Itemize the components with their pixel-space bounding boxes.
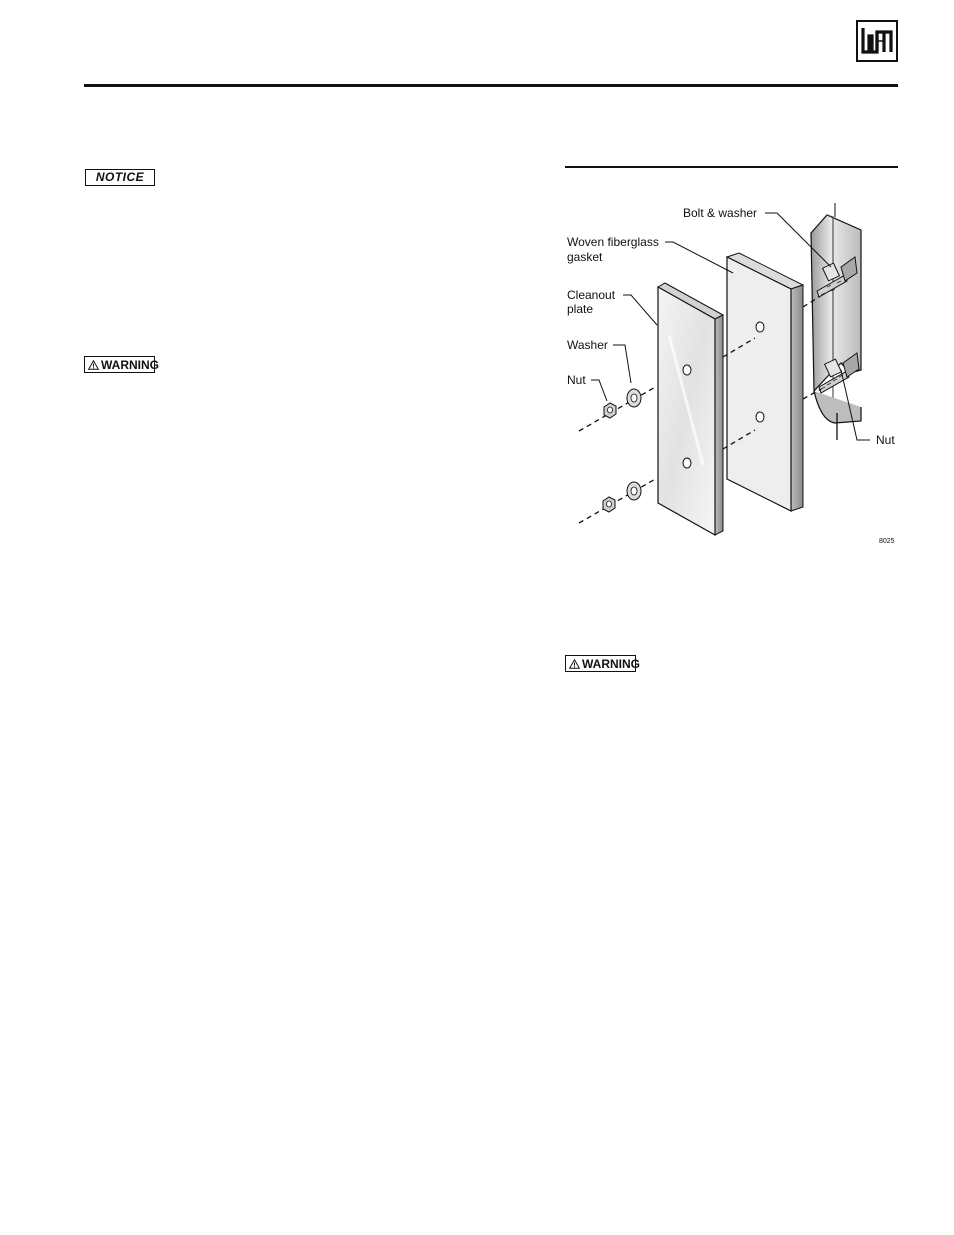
lower-washer xyxy=(627,482,641,500)
upper-washer xyxy=(627,389,641,407)
upper-nut xyxy=(604,403,616,418)
figure-rule xyxy=(565,166,898,168)
logo-mark-icon xyxy=(858,22,896,60)
lower-nut xyxy=(603,497,615,512)
weil-mclain-logo xyxy=(856,20,898,62)
boiler-flange xyxy=(811,203,861,440)
cleanout-plate xyxy=(658,283,723,535)
label-gasket-line1: Woven fiberglass xyxy=(567,235,659,249)
label-nut-right: Nut xyxy=(876,433,895,447)
warning-badge-2 xyxy=(565,655,640,672)
label-gasket-line2: gasket xyxy=(567,250,603,264)
exploded-diagram xyxy=(565,195,900,550)
warning-badge xyxy=(84,356,159,373)
label-cleanout-line2: plate xyxy=(567,302,594,316)
cleanout-plate-figure xyxy=(565,195,900,550)
warning-badge-label: WARNING xyxy=(101,357,159,372)
warning-triangle-icon xyxy=(88,360,99,370)
warning-badge-label: WARNING xyxy=(582,656,640,671)
label-bolt-washer: Bolt & washer xyxy=(683,206,758,220)
header-rule xyxy=(84,84,898,87)
figure-number: 8025 xyxy=(879,538,895,545)
label-cleanout-line1: Cleanout xyxy=(567,288,616,302)
label-washer: Washer xyxy=(567,338,608,352)
notice-badge: NOTICE xyxy=(85,169,155,186)
fiberglass-gasket xyxy=(727,253,803,511)
label-nut-left: Nut xyxy=(567,373,586,387)
warning-triangle-icon xyxy=(569,659,580,669)
